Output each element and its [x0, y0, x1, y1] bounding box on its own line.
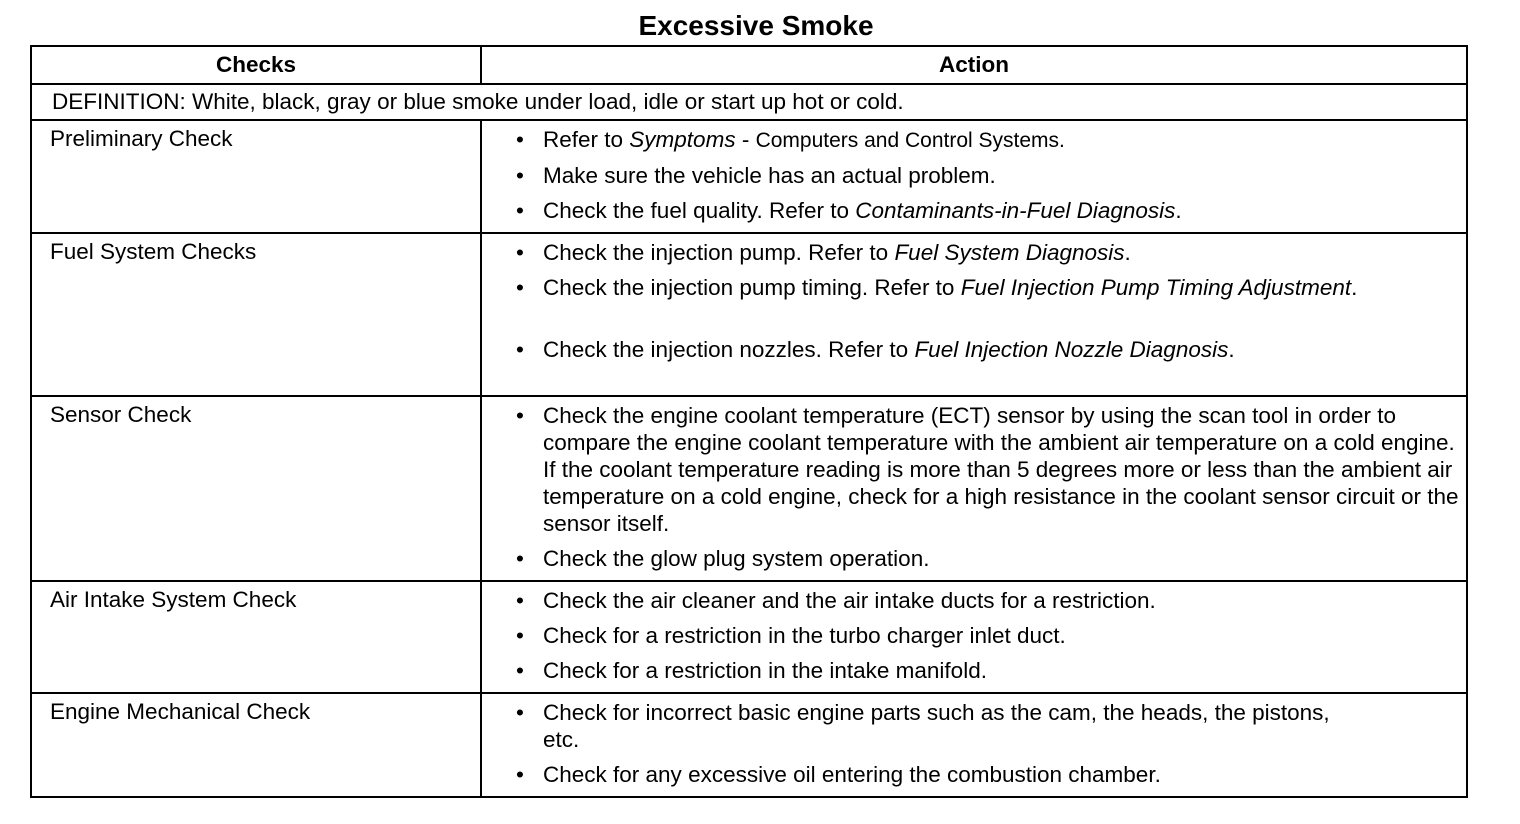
- action-item: • Check the injection pump timing. Refer to Fuel Injection Pump Timing Adjustment.: [516, 274, 1466, 301]
- action-cell: [481, 233, 1467, 396]
- action-cell: [481, 581, 1467, 693]
- page-title: Excessive Smoke: [638, 10, 874, 41]
- action-item: • Check for a restriction in the turbo charger inlet duct.: [516, 622, 1466, 649]
- table-row: [31, 581, 1467, 693]
- check-name: Air Intake System Check: [31, 581, 481, 693]
- table-row: [31, 120, 1467, 233]
- action-item: • Check the air cleaner and the air intake ducts for a restriction.: [516, 587, 1466, 614]
- check-name: Engine Mechanical Check: [31, 693, 481, 797]
- definition-row: [31, 84, 1467, 120]
- action-item: • Check the glow plug system operation.: [516, 545, 1466, 572]
- table-row: [31, 396, 1467, 581]
- check-name: Fuel System Checks: [31, 233, 481, 396]
- check-name: Sensor Check: [31, 396, 481, 581]
- table-row: [31, 233, 1467, 396]
- action-item: • Check the engine coolant temperature (ECT) sensor by using the scan tool in order to compare the engine coolant temperature with the ambient air temperature on a cold engine. If the coolant temperature reading is more than 5 degrees more or less than the ambient air temperature on a cold engine, check for a high resistance in the coolant sensor circuit or the sensor itself.: [516, 402, 1466, 537]
- action-item: • Check for any excessive oil entering the combustion chamber.: [516, 761, 1466, 788]
- check-name: Preliminary Check: [31, 120, 481, 233]
- definition-text: DEFINITION: White, black, gray or blue smoke under load, idle or start up hot or cold.: [31, 84, 1467, 120]
- header-action: Action: [481, 46, 1467, 84]
- action-cell: [481, 396, 1467, 581]
- table-header-row: [31, 46, 1467, 84]
- action-cell: [481, 693, 1467, 797]
- action-item: • Check the injection nozzles. Refer to Fuel Injection Nozzle Diagnosis.: [516, 336, 1466, 363]
- action-item: • Check for a restriction in the intake manifold.: [516, 657, 1466, 684]
- diagnosis-table: [30, 45, 1468, 798]
- action-item: • Make sure the vehicle has an actual problem.: [516, 162, 1466, 189]
- action-item: • Check for incorrect basic engine parts such as the cam, the heads, the pistons, etc.: [516, 699, 1466, 753]
- table-row: [31, 693, 1467, 797]
- action-item: • Check the fuel quality. Refer to Contaminants-in-Fuel Diagnosis.: [516, 197, 1466, 224]
- header-checks: Checks: [31, 46, 481, 84]
- action-item: • Refer to Symptoms - Computers and Control Systems.: [516, 126, 1466, 154]
- action-item: • Check the injection pump. Refer to Fuel System Diagnosis.: [516, 239, 1466, 266]
- action-cell: [481, 120, 1467, 233]
